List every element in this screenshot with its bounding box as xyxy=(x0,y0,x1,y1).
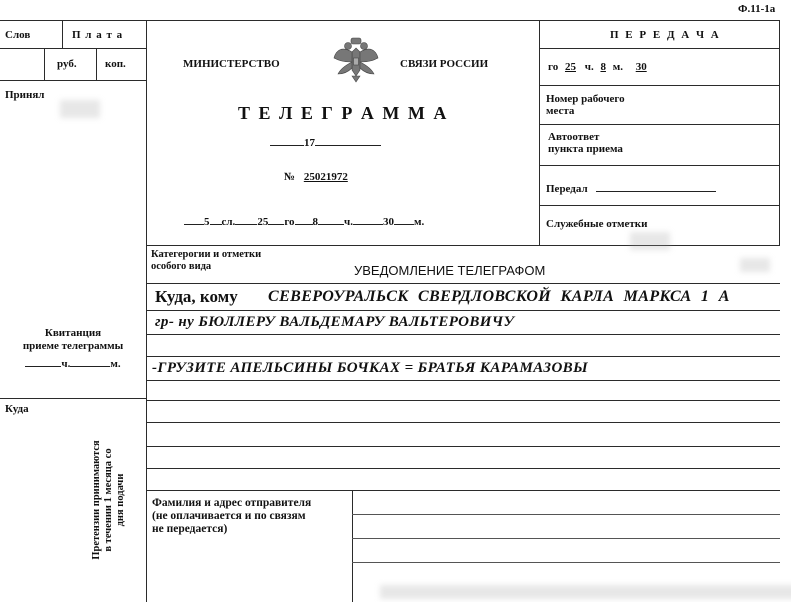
line-body-1 xyxy=(146,245,780,246)
divider-left-column xyxy=(146,20,147,602)
line-body-10 xyxy=(146,468,780,469)
serial-prefix: № xyxy=(284,171,296,183)
ministry-right: СВЯЗИ РОССИИ xyxy=(400,58,489,70)
claims-line-1: Претензии принимаются xyxy=(91,440,102,560)
line-body-6 xyxy=(146,380,780,381)
kop-label: коп. xyxy=(105,58,126,70)
accept-hour: 8 xyxy=(312,216,319,228)
accept-date: 25 xyxy=(257,216,269,228)
category-label: Категерогии и отметки особого вида xyxy=(151,249,262,272)
line-body-9 xyxy=(146,446,780,447)
words-unit: сл. xyxy=(221,216,236,228)
claims-line-2: в течении 1 месяца со xyxy=(103,448,114,552)
where-label: Куда xyxy=(5,403,29,415)
receipt-title: Квитанция xyxy=(44,327,102,339)
line-left-1 xyxy=(0,48,146,49)
service-marks-label: Служебные отметки xyxy=(546,218,648,230)
divider-transmission-column xyxy=(539,20,540,245)
sent-by-label: Передал xyxy=(546,183,588,195)
receipt-hour-label: ч. xyxy=(61,358,71,370)
accept-hour-label: ч. xyxy=(344,216,354,228)
receipt-min-label: м. xyxy=(110,358,121,370)
line-body-7 xyxy=(146,400,780,401)
address-line-1: СЕВЕРОУРАЛЬСК СВЕРДЛОВСКОЙ КАРЛА МАРКСА 1 А xyxy=(268,288,730,305)
claims-note xyxy=(82,420,136,580)
sender-label: Фамилия и адрес отправителя (не оплачивается и по связям не передается) xyxy=(152,497,312,535)
tr-day: 25 xyxy=(564,61,576,73)
telegram-title: Т Е Л Е Г Р А М М А xyxy=(238,103,449,123)
words-count: 5 xyxy=(204,216,210,228)
line-tr-3 xyxy=(539,124,779,125)
tr-min: 30 xyxy=(635,61,647,73)
divider-kop xyxy=(96,48,97,80)
line-sender-1 xyxy=(352,514,780,515)
line-sender-2 xyxy=(352,538,780,539)
accept-min: 30 xyxy=(383,216,395,228)
line-left-2 xyxy=(0,80,146,81)
receipt-block xyxy=(0,327,146,371)
line-body-3 xyxy=(146,310,780,311)
workplace-label: Номер рабочего места xyxy=(546,93,625,117)
claims-line-3: дня подачи xyxy=(115,473,126,527)
line-top xyxy=(0,20,779,21)
tr-min-label: м. xyxy=(612,61,623,73)
line-body-11 xyxy=(146,490,780,491)
form-code: Ф.11-1а xyxy=(738,3,776,15)
ministry-left: МИНИСТЕРСТВО xyxy=(183,58,280,70)
address-label: Куда, кому xyxy=(155,287,238,306)
accept-min-label: м. xyxy=(414,216,425,228)
line-tr-5 xyxy=(539,205,779,206)
divider-right-edge xyxy=(779,20,780,245)
line-body-8 xyxy=(146,422,780,423)
autoreply-label: Автоответ пункта приема xyxy=(548,131,623,155)
tr-hour: 8 xyxy=(600,61,606,73)
message-text: -ГРУЗИТЕ АПЕЛЬСИНЫ БОЧКАХ = БРАТЬЯ КАРАМАЗОВЫ xyxy=(152,360,589,376)
telegram-number-line xyxy=(270,134,381,149)
words-label: Слов xyxy=(5,29,31,41)
transmission-title: П Е Р Е Д А Ч А xyxy=(610,29,721,41)
line-body-5 xyxy=(146,356,780,357)
eagle-emblem-icon xyxy=(330,36,382,86)
line-left-3 xyxy=(0,398,146,399)
transmission-time-line xyxy=(548,61,647,73)
divider-rub xyxy=(44,48,45,80)
line-sender-3 xyxy=(352,562,780,563)
divider-sender xyxy=(352,490,353,602)
accept-time-line xyxy=(184,213,424,228)
receipt-time xyxy=(0,355,146,371)
tr-day-label: го xyxy=(548,61,559,73)
receipt-subtitle: приеме телеграммы xyxy=(22,340,124,352)
serial-number: 25021972 xyxy=(303,171,348,183)
rub-label: руб. xyxy=(57,58,77,70)
telegram-number: 17 xyxy=(304,137,315,149)
line-tr-2 xyxy=(539,85,779,86)
line-tr-1 xyxy=(539,48,779,49)
address-line-2: гр- ну БЮЛЛЕРУ ВАЛЬДЕМАРУ ВАЛЬТЕРОВИЧУ xyxy=(155,314,515,330)
line-tr-4 xyxy=(539,165,779,166)
category-value: УВЕДОМЛЕНИЕ ТЕЛЕГРАФОМ xyxy=(354,263,546,278)
serial-line xyxy=(284,171,348,183)
line-body-4 xyxy=(146,334,780,335)
tr-hour-label: ч. xyxy=(584,61,594,73)
received-label: Принял xyxy=(5,89,45,101)
pay-label: П л а т а xyxy=(72,29,124,41)
line-body-2 xyxy=(146,283,780,284)
sent-by-line xyxy=(546,180,716,195)
divider-words xyxy=(62,20,63,48)
accept-day-label: го xyxy=(284,216,295,228)
